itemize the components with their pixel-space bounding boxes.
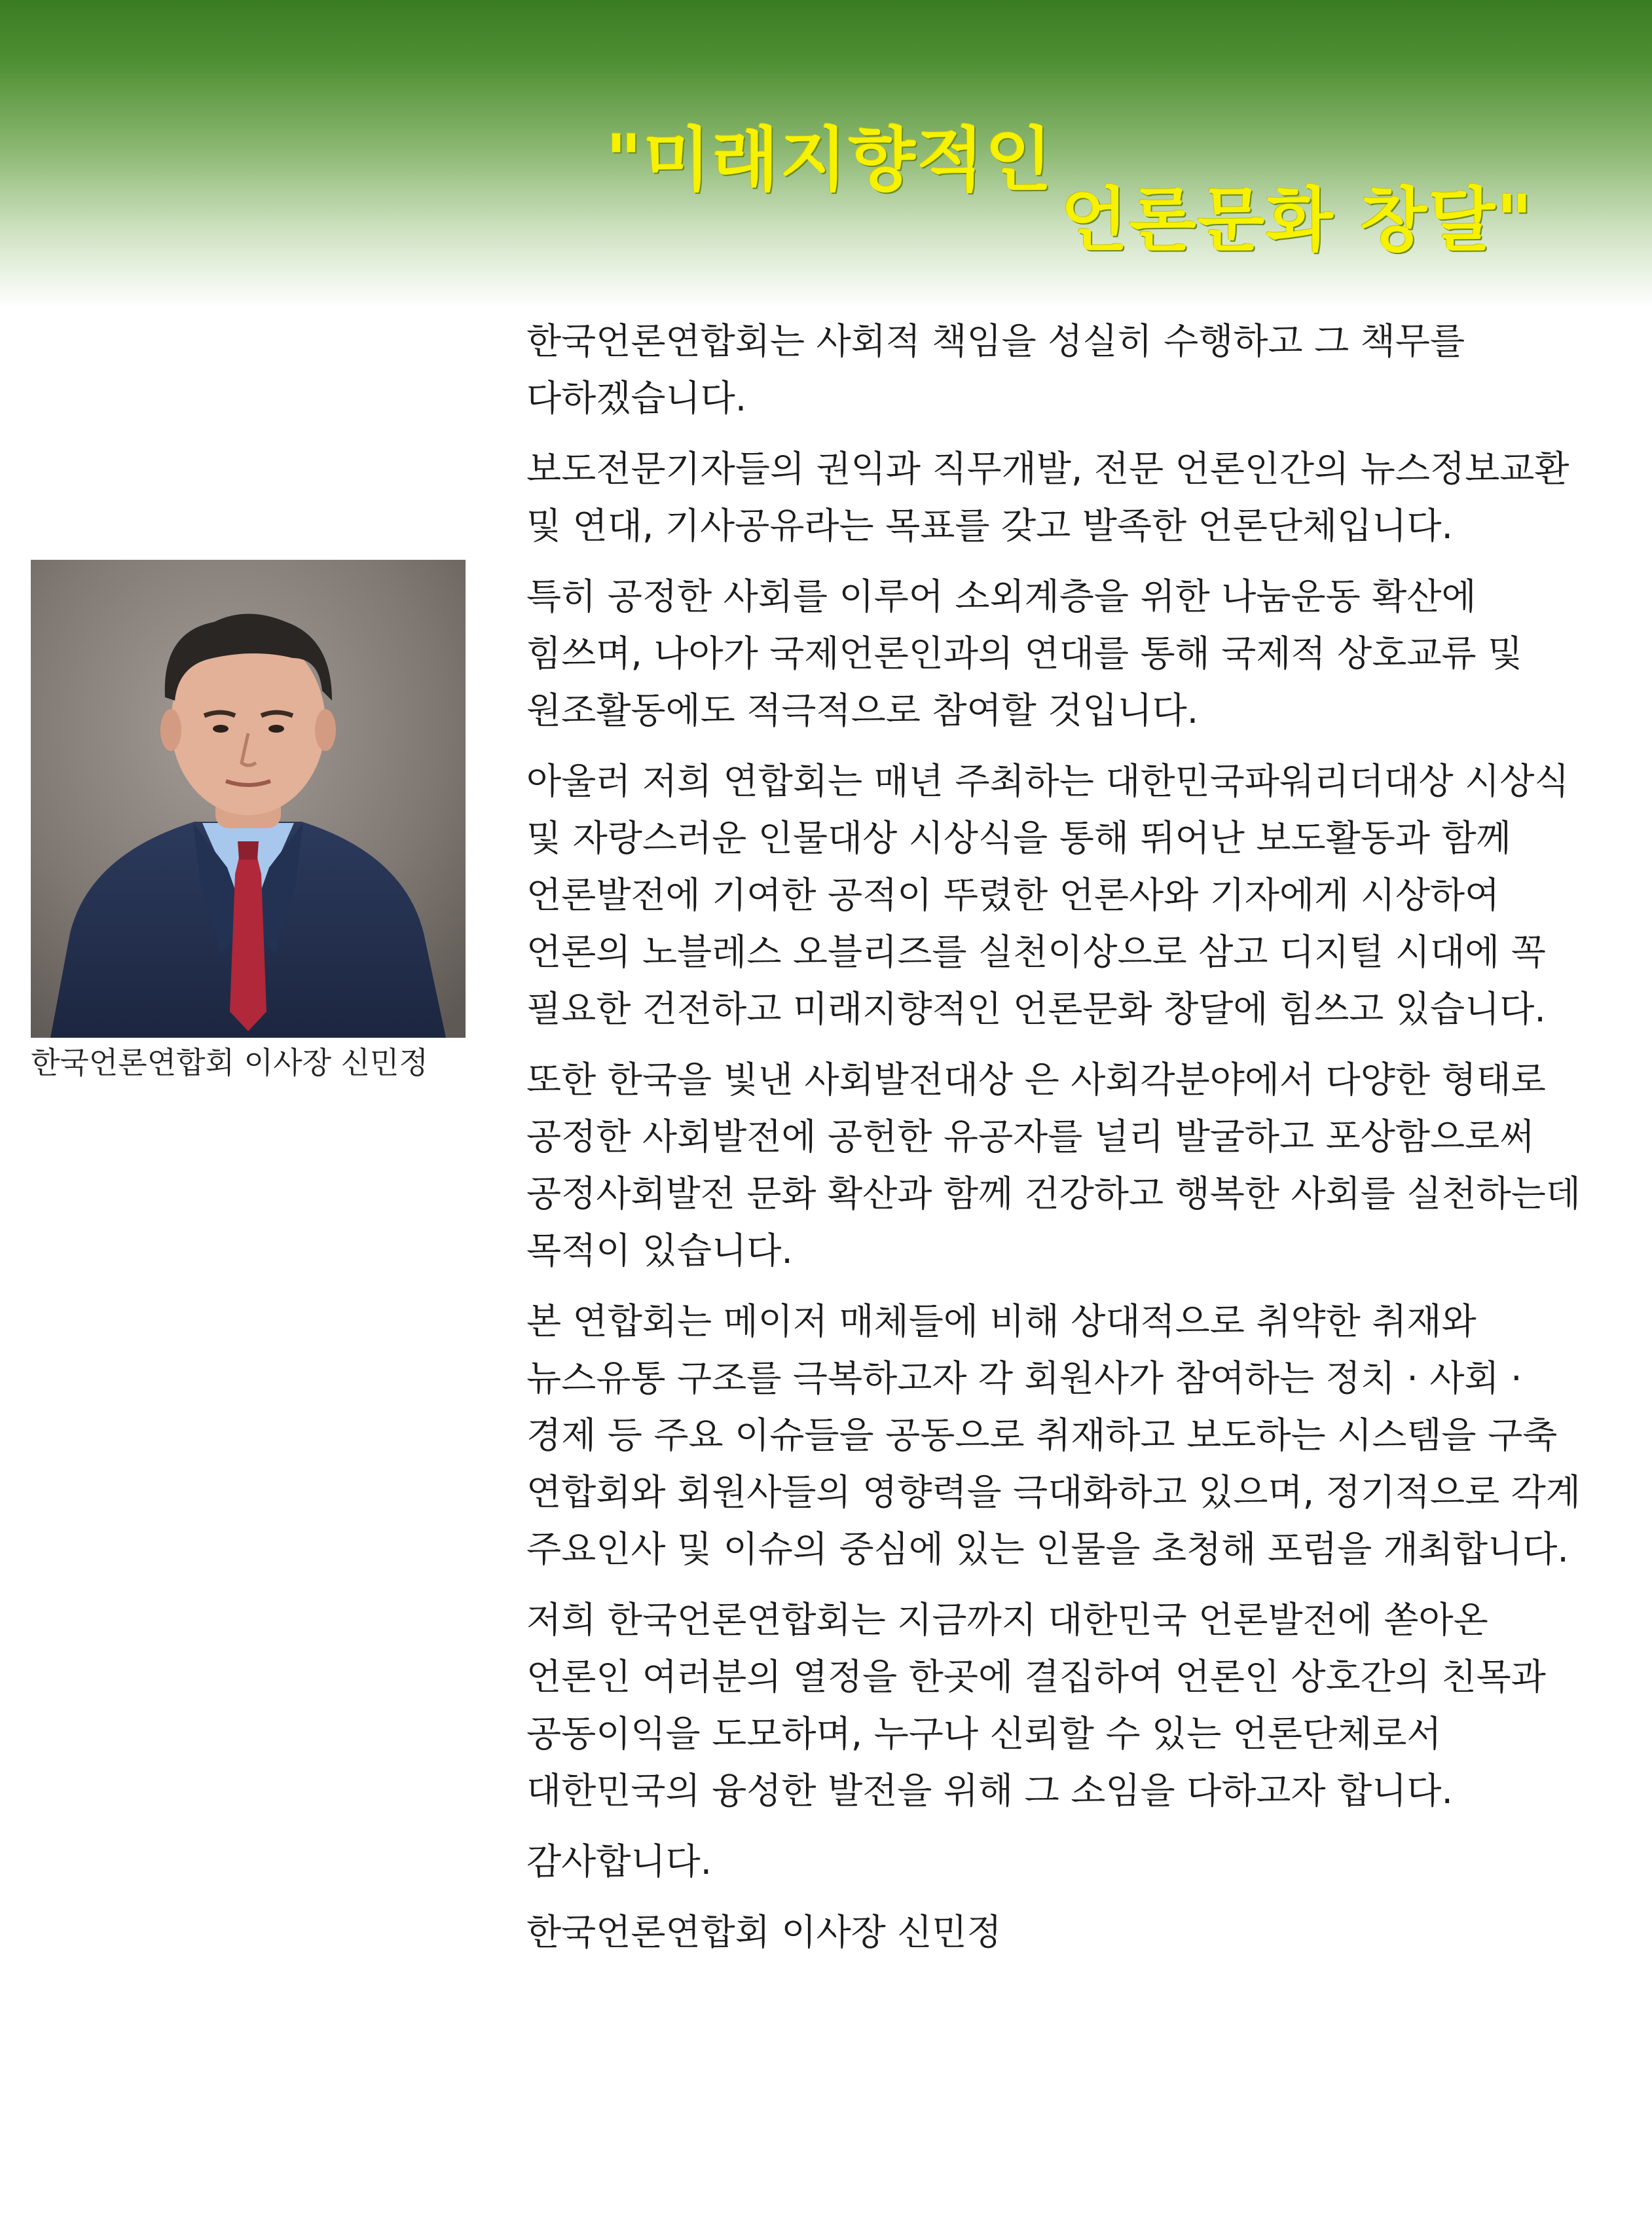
portrait-caption: 한국언론연합회 이사장 신민정 — [31, 1045, 428, 1080]
paragraph: 저희 한국언론연합회는 지금까지 대한민국 언론발전에 쏟아온 언론인 여러분의 열정을 한곳에 결집하여 언론인 상호간의 친목과 공동이익을 도모하며, 누구나 신뢰할 수 있는 언론단체로서 대한민국의 융성한 발전을 위해 그 소임을 다하고자 합니다. — [526, 1599, 1546, 1812]
signature: 한국언론연합회 이사장 신민정 — [526, 1911, 1002, 1953]
slogan-line-2: 언론문화 창달" — [1061, 180, 1534, 261]
closing-thanks: 감사합니다. — [526, 1840, 712, 1882]
chairman-portrait — [31, 560, 466, 1038]
paragraph: 보도전문기자들의 권익과 직무개발, 전문 언론인간의 뉴스정보교환 및 연대, 기사공유라는 목표를 갖고 발족한 언론단체입니다. — [526, 448, 1569, 547]
message-body — [526, 313, 1587, 1975]
paragraph: 특히 공정한 사회를 이루어 소외계층을 위한 나눔운동 확산에 힘쓰며, 나아가 국제언론인과의 연대를 통해 국제적 상호교류 및 원조활동에도 적극적으로 참여할 것입니다. — [526, 576, 1523, 731]
paragraph: 한국언론연합회는 사회적 책임을 성실히 수행하고 그 책무를 다하겠습니다. — [526, 320, 1465, 419]
portrait-illustration — [31, 560, 466, 1038]
paragraph: 또한 한국을 빛낸 사회발전대상 은 사회각분야에서 다양한 형태로 공정한 사회발전에 공헌한 유공자를 널리 발굴하고 포상함으로써 공정사회발전 문화 확산과 함께 건강하고 행복한 사회를 실천하는데 목적이 있습니다. — [526, 1059, 1581, 1271]
paragraph: 아울러 저희 연합회는 매년 주최하는 대한민국파워리더대상 시상식 및 자랑스러운 인물대상 시상식을 통해 뛰어난 보도활동과 함께 언론발전에 기여한 공적이 뚜렸한 언론사와 기자에게 시상하여 언론의 노블레스 오블리즈를 실천이상으로 삼고 디지털 시대에 꼭 필요한 건전하고 미래지향적인 언론문화 창달에 힘쓰고 있습니다. — [526, 760, 1569, 1030]
slogan-line-1: "미래지향적인 — [606, 120, 1054, 200]
paragraph: 본 연합회는 메이저 매체들에 비해 상대적으로 취약한 취재와 뉴스유통 구조를 극복하고자 각 회원사가 참여하는 정치 · 사회 · 경제 등 주요 이슈들을 공동으로 취재하고 보도하는 시스템을 구축 연합회와 회원사들의 영향력을 극대화하고 있으며, 정기적으로 각계 주요인사 및 이슈의 중심에 있는 인물을 초청해 포럼을 개최합니다. — [526, 1300, 1581, 1570]
